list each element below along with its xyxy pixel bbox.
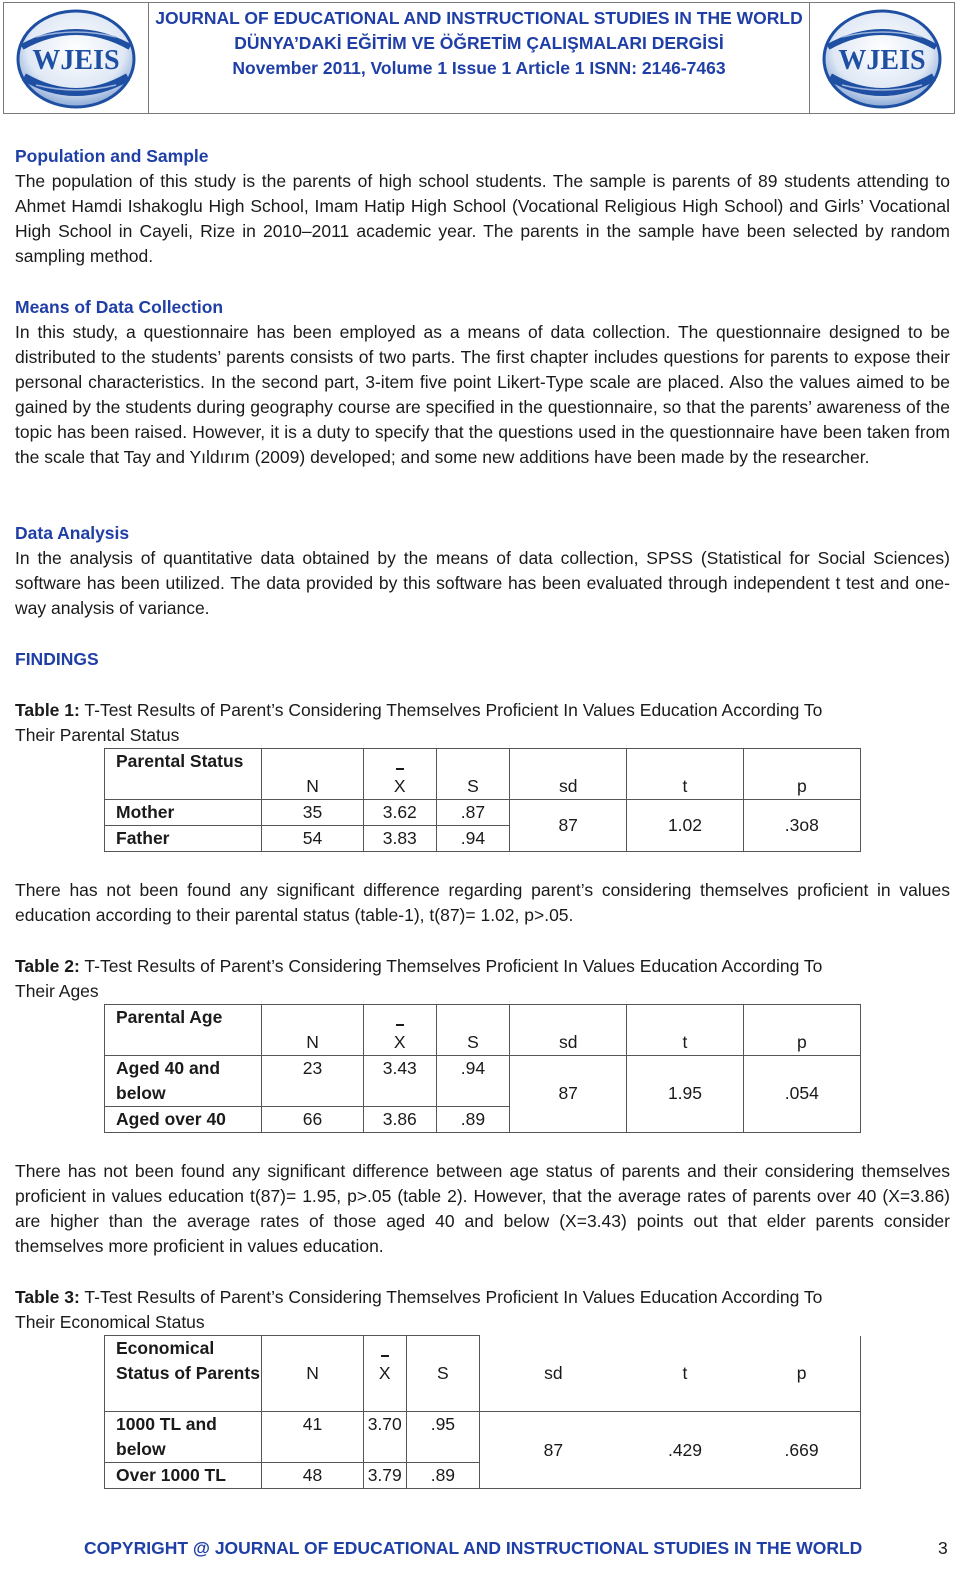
col-n: N [262,1005,363,1056]
caption-text: T-Test Results of Parent’s Considering Themselves Proficient In Values Education According To Their Economical Status [15,1287,823,1332]
section-population [15,144,950,269]
table-2 [104,1004,861,1133]
col-n: N [262,749,363,800]
logo-text: WJEIS [32,45,120,76]
section-text: In the analysis of quantitative data obtained by the means of data collection, SPSS (Statistical for Social Sciences) software has been utilized. The data provided by this software has been evaluated through independent t test and one-way analysis of variance. [15,548,950,618]
copyright-footer: COPYRIGHT @ JOURNAL OF EDUCATIONAL AND INSTRUCTIONAL STUDIES IN THE WORLD [84,1538,863,1558]
p-value: .669 [743,1412,860,1489]
col-sd: sd [479,1336,626,1412]
table-row: Aged 40 and below 23 3.43 .94 87 1.95 .054 [105,1056,861,1107]
t-value: .429 [627,1412,743,1489]
section-text: The population of this study is the parents of high school students. The sample is parents of 89 students attending to Ahmet Hamdi Ishakoglu High School, Imam Hatip High School (Vocational Religious High School) and Girls’ Vocational High School in Cayeli, Rize in 2010–2011 academic year. The parents in the sample have been selected by random sampling method. [15,171,950,266]
caption-label: Table 2: [15,956,80,976]
table-3-caption [15,1285,865,1335]
table-row: Over 1000 TL 48 3.79 .89 [105,1463,861,1489]
journal-title-block [148,6,810,81]
section-text: In this study, a questionnaire has been employed as a means of data collection. The questionnaire designed to be distributed to the students’ parents consists of two parts. The first chapter includes questions for parents to expose their personal characteristics. In the second part, 3-item five point Likert-Type scale are placed. Also the values aimed to be gained by the students during geography course are specified in the questionnaire, so that the parents’ awareness of the topic has been raised. However, it is a duty to specify that the questions used in the questionnaire have been taken from the scale that Tay and Yıldırım (2009) developed; and some new additions have been made by the researcher. [15,322,950,467]
caption-text: T-Test Results of Parent’s Considering Themselves Proficient In Values Education According To Their Ages [15,956,823,1001]
p-value: .3o8 [743,800,860,852]
col-p: p [743,1005,860,1056]
section-means [15,295,950,470]
table-2-note: There has not been found any significant difference between age status of parents and their considering themselves proficient in values education t(87)= 1.95, p>.05 (table 2). However, that the average rates of parents over 40 (X=3.86) are higher than the average rates of those aged 40 and below (X=3.43) points out that elder parents consider themselves more proficient in values education. [15,1161,950,1256]
col-s: S [436,749,509,800]
col-p: p [743,749,860,800]
caption-text: T-Test Results of Parent’s Considering Themselves Proficient In Values Education According To Their Parental Status [15,700,823,745]
sd-value: 87 [479,1412,626,1489]
table-1-note: There has not been found any significant difference regarding parent’s considering themselves proficient in values education according to their parental status (table-1), t(87)= 1.02, p>.05. [15,880,950,925]
col-mean: X [363,1336,406,1412]
table-1-caption [15,698,865,748]
sd-value: 87 [510,1056,627,1133]
section-findings [15,647,950,672]
table-3 [104,1335,861,1489]
col-sd: sd [510,749,627,800]
group-header: Economical Status of Parents [105,1336,262,1412]
journal-logo-right [809,3,954,113]
section-heading: FINDINGS [15,649,99,669]
col-n: N [262,1336,363,1412]
t-value: 1.02 [627,800,743,852]
col-t: t [627,1336,743,1412]
group-header: Parental Status [105,749,262,800]
journal-header [3,2,955,114]
journal-title: JOURNAL OF EDUCATIONAL AND INSTRUCTIONAL STUDIES IN THE WORLD [155,8,803,28]
table-row: 1000 TL and below 41 3.70 .95 87 .429 .669 [105,1412,861,1463]
table-row: Mother 35 3.62 .87 87 1.02 .3o8 [105,800,861,826]
section-heading: Population and Sample [15,146,209,166]
t-value: 1.95 [627,1056,743,1133]
col-mean: X [363,1005,436,1056]
sd-value: 87 [510,800,627,852]
globe-logo-icon [820,7,944,109]
journal-title-turkish: DÜNYA’DAKİ EĞİTİM VE ÖĞRETİM ÇALIŞMALARI DERGİSİ [234,33,724,53]
table-2-caption [15,954,865,1004]
col-t: t [627,1005,743,1056]
col-p: p [743,1336,860,1412]
group-header: Parental Age [105,1005,262,1056]
journal-logo-left [4,3,149,113]
col-t: t [627,749,743,800]
section-heading: Data Analysis [15,523,130,543]
caption-label: Table 1: [15,700,80,720]
table-row: Aged over 40 66 3.86 .89 [105,1107,861,1133]
col-s: S [406,1336,479,1412]
col-sd: sd [510,1005,627,1056]
table-1 [104,748,861,852]
col-mean: X [363,749,436,800]
col-s: S [436,1005,509,1056]
logo-text: WJEIS [838,45,926,76]
page-number: 3 [938,1538,948,1558]
section-heading: Means of Data Collection [15,297,224,317]
table-row: Father 54 3.83 .94 [105,826,861,852]
section-analysis [15,521,950,621]
p-value: .054 [743,1056,860,1133]
caption-label: Table 3: [15,1287,80,1307]
globe-logo-icon [14,7,138,109]
issue-info: November 2011, Volume 1 Issue 1 Article 1 ISNN: 2146-7463 [232,58,726,78]
